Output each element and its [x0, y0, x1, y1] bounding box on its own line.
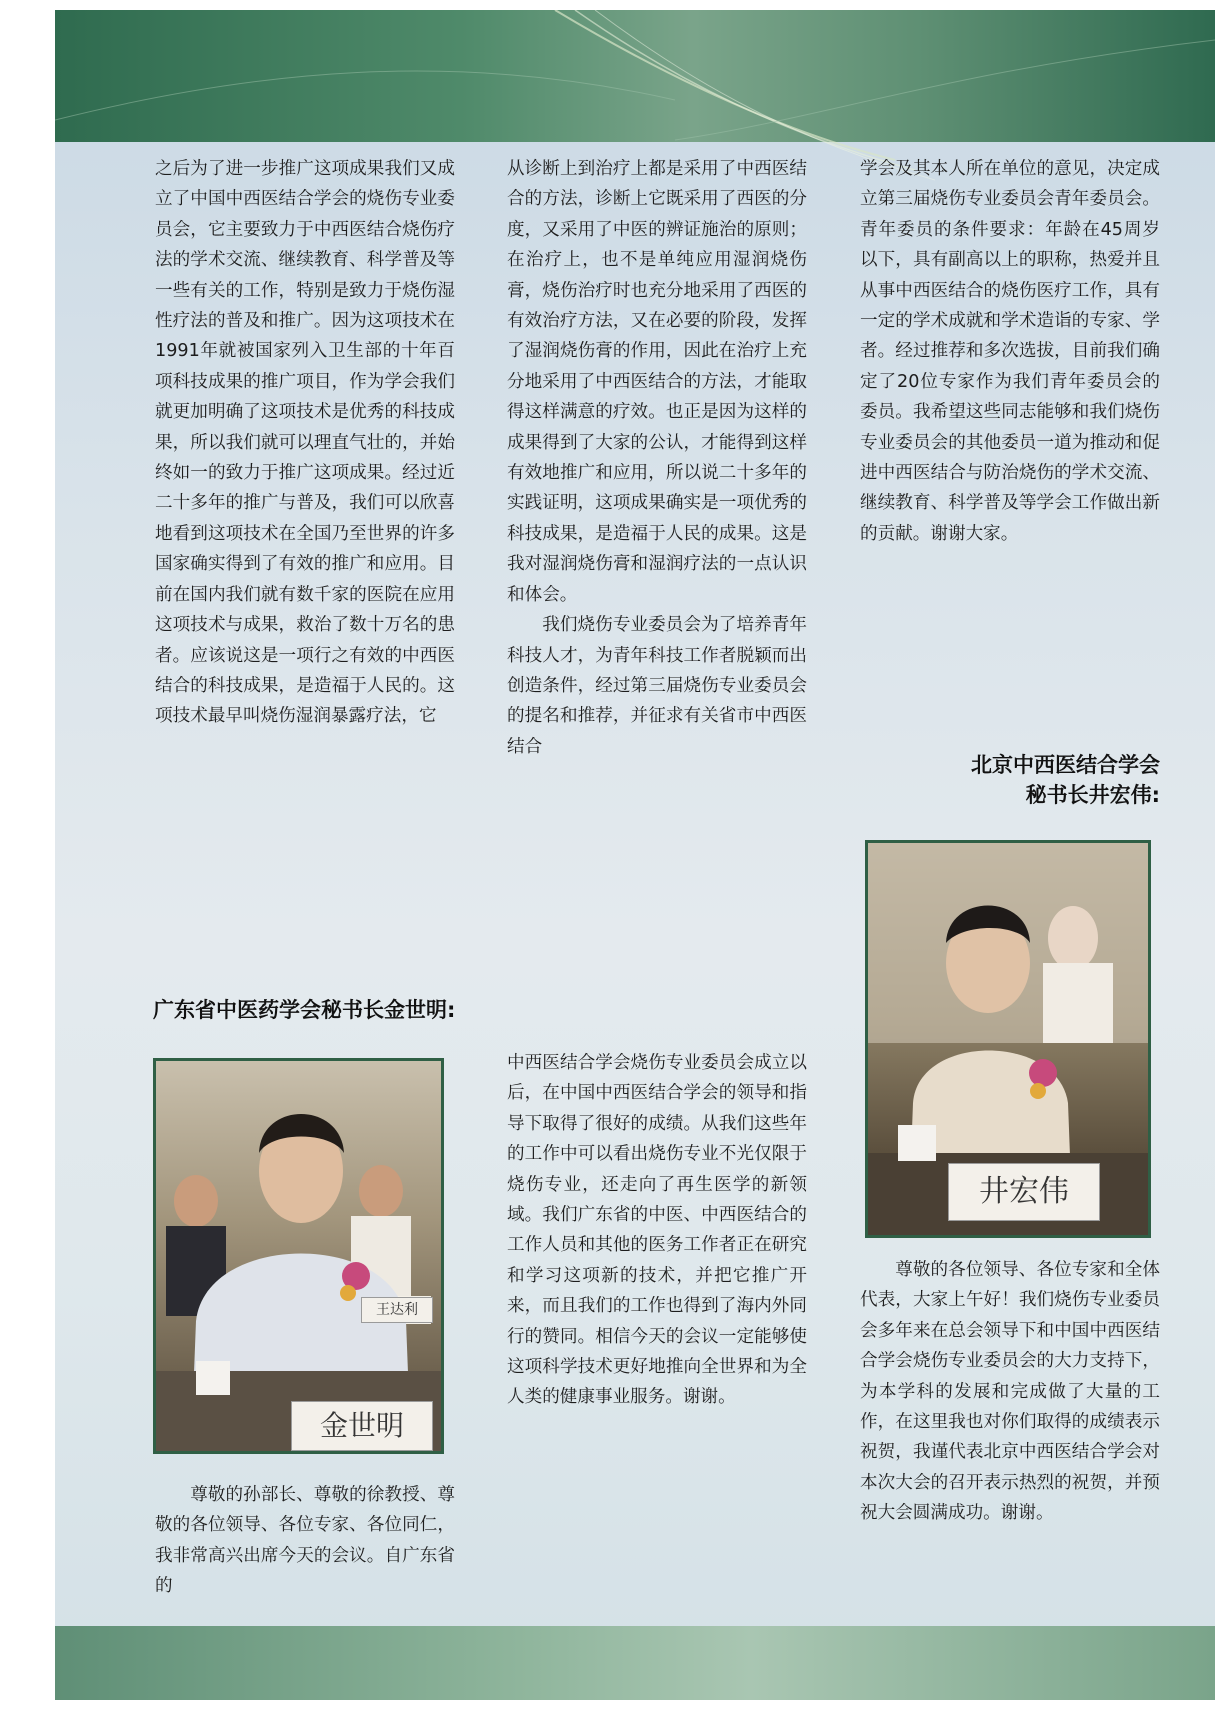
beijing-heading-line-2: 秘书长井宏伟:: [1025, 783, 1160, 807]
guangdong-speech-opening: 尊敬的孙部长、尊敬的徐教授、尊敬的各位领导、各位专家、各位同仁，我非常高兴出席今天的会议。自广东省的: [155, 1485, 455, 1597]
beijing-speaker-photo: [865, 840, 1151, 1238]
beijing-nameplate: 井宏伟: [948, 1163, 1100, 1221]
guangdong-speaker-photo: [153, 1058, 444, 1454]
col1-paragraph: 之后为了进一步推广这项成果我们又成立了中国中西医结合学会的烧伤专业委员会，它主要致力于中西医结合烧伤疗法的学术交流、继续教育、科学普及等一些有关的工作，特别是致力于烧伤湿性疗法的普及和推广。因为这项技术在1991年就被国家列入卫生部的十年百项科技成果的推广项目，作为学会我们就更加明确了这项技术是优秀的科技成果，所以我们就可以理直气壮的，并始终如一的致力于推广这项成果。经过近二十多年的推广与普及，我们可以欣喜地看到这项技术在全国乃至世界的许多国家确实得到了有效的推广和应用。目前在国内我们就有数千家的医院在应用这项技术与成果，救治了数十万名的患者。应该说这是一项行之有效的中西医结合的科技成果，是造福于人民的。这项技术最早叫烧伤湿润暴露疗法，它: [155, 159, 455, 727]
footer-band: [55, 1626, 1215, 1700]
beijing-heading-line-1: 北京中西医结合学会: [971, 753, 1160, 777]
column-3: [860, 154, 1160, 549]
guangdong-speech-right: [507, 1048, 807, 1413]
magazine-page: [55, 10, 1215, 1700]
column-1: [155, 154, 455, 732]
beijing-speech: [860, 1255, 1160, 1529]
guangdong-background-nameplate: 王达利: [361, 1297, 433, 1323]
beijing-heading: [860, 750, 1160, 810]
guangdong-heading: 广东省中医药学会秘书长金世明:: [153, 998, 456, 1022]
col2-paragraph-1: 从诊断上到治疗上都是采用了中西医结合的方法，诊断上它既采用了西医的分度，又采用了中医的辨证施治的原则；在治疗上，也不是单纯应用湿润烧伤膏，烧伤治疗时也充分地采用了西医的有效治疗方法，又在必要的阶段，发挥了湿润烧伤膏的作用，因此在治疗上充分地采用了中西医结合的方法，才能取得这样满意的疗效。也正是因为这样的成果得到了大家的公认，才能得到这样有效地推广和应用，所以说二十多年的实践证明，这项成果确实是一项优秀的科技成果，是造福于人民的成果。这是我对湿润烧伤膏和湿润疗法的一点认识和体会。: [507, 159, 807, 605]
speaker-figure-illustration: [156, 1061, 441, 1451]
beijing-speech-text: 尊敬的各位领导、各位专家和全体代表，大家上午好！我们烧伤专业委员会多年来在总会领导下和中国中西医结合学会烧伤专业委员会的大力支持下，为本学科的发展和完成做了大量的工作，在这里我也对你们取得的成绩表示祝贺，我谨代表北京中西医结合学会对本次大会的召开表示热烈的祝贺，并预祝大会圆满成功。谢谢。: [860, 1260, 1160, 1524]
column-2: [507, 154, 807, 762]
guangdong-speech-left: [155, 1480, 455, 1602]
col3-paragraph: 学会及其本人所在单位的意见，决定成立第三届烧伤专业委员会青年委员会。青年委员的条件要求：年龄在45周岁以下，具有副高以上的职称，热爱并且从事中西医结合的烧伤医疗工作，具有一定的学术成就和学术造诣的专家、学者。经过推荐和多次选拔，目前我们确定了20位专家作为我们青年委员会的委员。我希望这些同志能够和我们烧伤专业委员会的其他委员一道为推动和促进中西医结合与防治烧伤的学术交流、继续教育、科学普及等学会工作做出新的贡献。谢谢大家。: [860, 159, 1160, 544]
guangdong-speech-text: 中西医结合学会烧伤专业委员会成立以后，在中国中西医结合学会的领导和指导下取得了很好的成绩。从我们这些年的工作中可以看出烧伤专业不光仅限于烧伤专业，还走向了再生医学的新领域。我们广东省的中医、中西医结合的工作人员和其他的医务工作者正在研究和学习这项新的技术，并把它推广开来，而且我们的工作也得到了海内外同行的赞同。相信今天的会议一定能够使这项科学技术更好地推向全世界和为全人类的健康事业服务。谢谢。: [507, 1053, 807, 1408]
guangdong-nameplate: 金世明: [291, 1401, 433, 1451]
col2-paragraph-2: 我们烧伤专业委员会为了培养青年科技人才，为青年科技工作者脱颖而出创造条件，经过第三届烧伤专业委员会的提名和推荐，并征求有关省市中西医结合: [507, 615, 807, 757]
